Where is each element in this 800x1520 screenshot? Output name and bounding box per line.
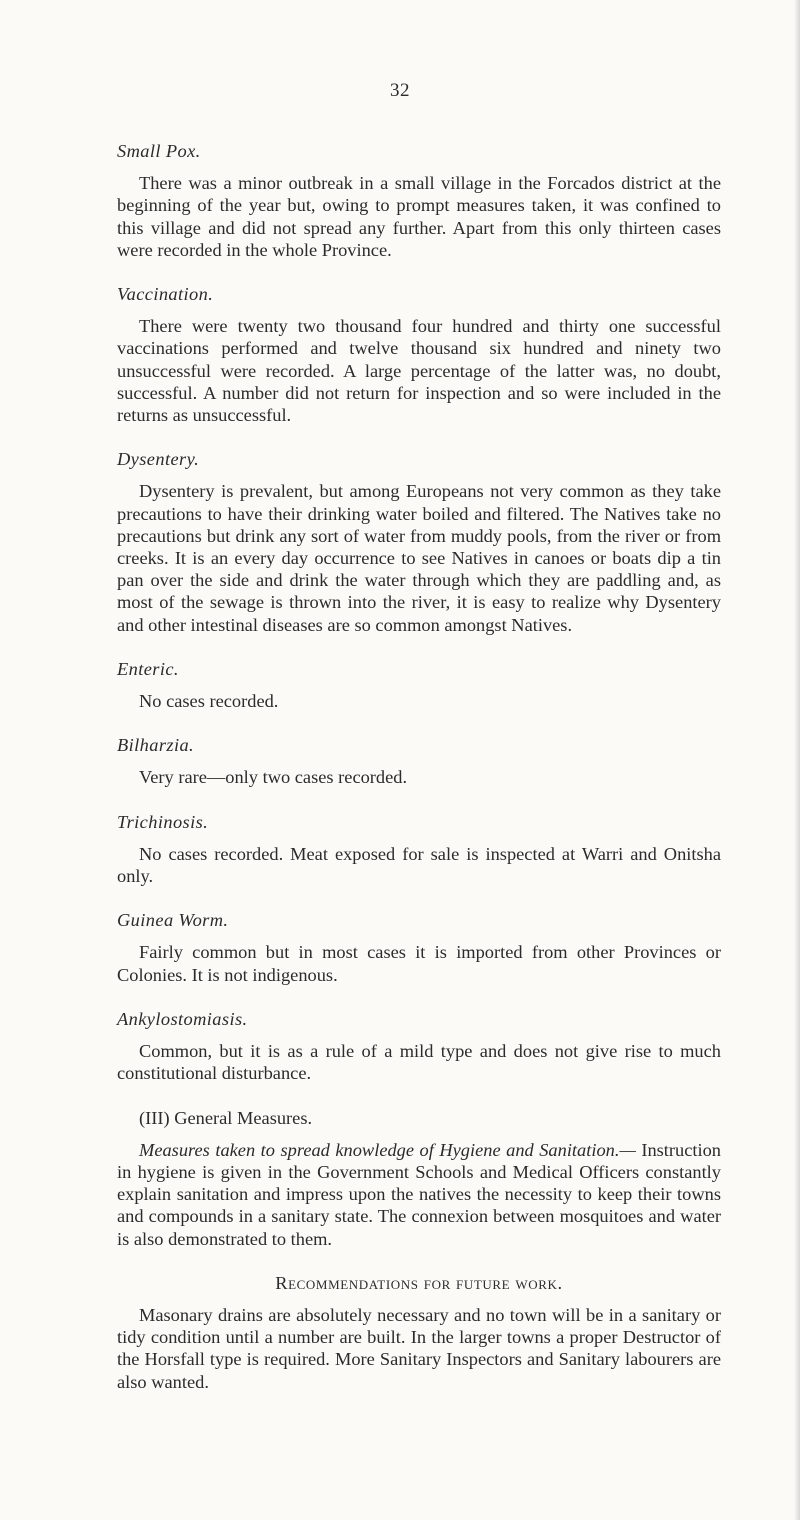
general-measures-lead: Measures taken to spread knowledge of Hygiene and Sanitation.— (139, 1139, 636, 1160)
section-dysentery (117, 448, 721, 636)
section-text-ankylostomiasis: Common, but it is as a rule of a mild type and does not give rise to much constitutional disturbance. (117, 1041, 721, 1084)
section-heading-dysentery: Dysentery. (117, 449, 200, 470)
section-text-dysentery: Dysentery is prevalent, but among Europeans not very common as they take precautions to have their drinking water boiled and filtered. The Natives take no precautions but drink any sort of water from muddy pools, from the river or from creeks. It is an every day occurrence to see Natives in canoes or boats dip a tin pan over the side and drink the water through which they are paddling and, as most of the sewage is thrown into the river, it is easy to realize why Dysentery and other intestinal diseases are so common amongst Natives. (117, 481, 721, 635)
section-heading-small-pox: Small Pox. (117, 141, 201, 161)
section-trichinosis (117, 811, 721, 888)
page-edge-shadow (794, 0, 800, 1520)
section-text-small-pox: There was a minor outbreak in a small village in the Forcados district at the beginning of the year but, owing to prompt measures taken, it was confined to this village and did not spread any further. Apart from this only thirteen cases were recorded in the whole Province. (117, 173, 721, 260)
section-enteric (117, 658, 721, 712)
section-small-pox (117, 140, 721, 261)
section-text-general-measures (117, 1139, 721, 1250)
section-bilharzia (117, 734, 721, 788)
section-text-trichinosis: No cases recorded. Meat exposed for sale is inspected at Warri and Onitsha only. (117, 843, 721, 887)
section-vaccination (117, 283, 721, 426)
section-heading-guinea-worm: Guinea Worm. (117, 910, 229, 931)
section-text-recommendations: Masonary drains are absolutely necessary and no town will be in a sanitary or tidy condition until a number are built. In the larger towns a proper Destructor of the Horsfall type is required. More Sanitary Inspectors and Sanitary labourers are also wanted. (117, 1304, 721, 1392)
section-ankylostomiasis (117, 1008, 721, 1085)
section-heading-recommendations: Recommendations for future work. (275, 1272, 563, 1293)
section-heading-general-measures: (III) General Measures. (139, 1107, 313, 1128)
section-general-measures (117, 1107, 721, 1250)
general-measures-body: Instruction in hygiene is given in the Government Schools and Medical Officers constantly explain sanitation and impress upon the natives the necessity to keep their towns and compounds in a sanitary state. The connexion between mosquitoes and water is also demonstrated to them. (117, 1139, 722, 1249)
page-number: 32 (390, 80, 410, 101)
section-text-bilharzia: Very rare—only two cases recorded. (139, 767, 408, 788)
section-recommendations (117, 1272, 721, 1393)
section-text-guinea-worm: Fairly common but in most cases it is imported from other Provinces or Colonies. It is not indigenous. (117, 942, 721, 985)
section-heading-ankylostomiasis: Ankylostomiasis. (117, 1008, 248, 1029)
section-heading-enteric: Enteric. (117, 658, 179, 679)
page-content (117, 140, 721, 1415)
section-heading-bilharzia: Bilharzia. (117, 735, 195, 756)
section-text-enteric: No cases recorded. (139, 691, 279, 712)
section-guinea-worm (117, 909, 721, 986)
section-heading-vaccination: Vaccination. (117, 284, 214, 305)
section-heading-trichinosis: Trichinosis. (117, 811, 209, 832)
section-text-vaccination: There were twenty two thousand four hundred and thirty one successful vaccinations performed and twelve thousand six hundred and ninety two unsuccessful were recorded. A large percentage of the latter was, no doubt, successful. A number did not return for inspection and so were included in the returns as unsuccessful. (117, 316, 721, 426)
